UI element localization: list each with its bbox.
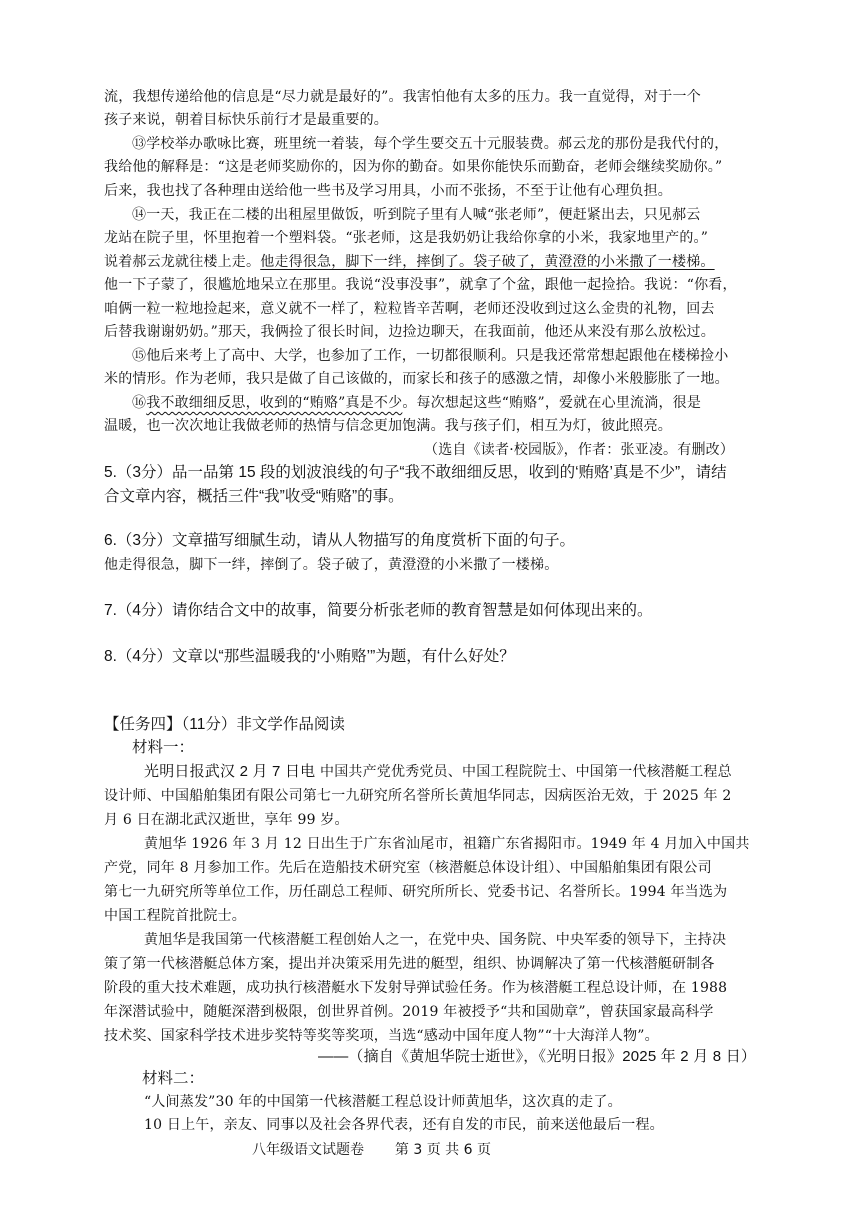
material-1-source: ——（摘自《黄旭华院士逝世》，《光明日报》2025 年 2 月 8 日）	[318, 1048, 757, 1065]
material-1-line: 第七一九研究所等单位工作，历任副总工程师、研究所所长、党委书记、名誉所长。1994 年当选为	[104, 884, 728, 900]
wavy-underlined-sentence: 我不敢细细反思，收到的“贿赂”真是不少	[146, 395, 403, 411]
question-6-quote: 他走得很急，脚下一绊，摔倒了。袋子破了，黄澄澄的小米撒了一楼梯。	[104, 557, 559, 573]
paragraph-14-line: 龙站在院子里，怀里抱着一个塑料袋。“张老师，这是我奶奶让我给你拿的小米，我家地里产的。”	[104, 230, 709, 246]
material-2-label: 材料二：	[142, 1070, 205, 1087]
material-1-line: 设计师、中国船舶集团有限公司第七一九研究所名誉所长黄旭华同志，因病医治无效，于 2025 年 2	[104, 788, 732, 804]
paragraph-15-line: 米的情形。作为老师，我只是做了自己该做的，而家长和孩子的感激之情，却像小米般膨胀了一地。	[104, 371, 729, 387]
material-1-line: 黄旭华是我国第一代核潜艇工程创始人之一，在党中央、国务院、中央军委的领导下，主持决	[144, 932, 727, 948]
material-1-line	[144, 762, 732, 782]
material-1-line: 年深潜试验中，随艇深潜到极限，创世界首例。2019 年被授予“共和国勋章”，曾获国家最高科学	[104, 1004, 714, 1020]
question-6: 6.（3分）文章描写细腻生动，请从人物描写的角度赏析下面的句子。	[104, 532, 576, 549]
question-7: 7.（4分）请你结合文中的故事，简要分析张老师的教育智慧是如何体现出来的。	[104, 602, 653, 619]
exam-title: 八年级语文试题卷	[252, 1142, 364, 1158]
material-1-line: 产党，同年 8 月参加工作。先后在造船技术研究室（核潜艇总体设计组）、中国船舶集团有限公司	[104, 860, 712, 876]
question-5-line: 合文章内容，概括三件“我”收受“贿赂”的事。	[104, 488, 404, 505]
material-1-line: 技术奖、国家科学技术进步奖特等奖等奖项，当选“感动中国年度人物”“十大海洋人物”。	[104, 1028, 659, 1044]
material-2-line: “人间蒸发”30 年的中国第一代核潜艇工程总设计师黄旭华，这次真的走了。	[144, 1094, 622, 1110]
paragraph-14-line: 后替我谢谢奶奶。”那天，我俩捡了很长时间，边捡边聊天，在我面前，他还从来没有那么放松过。	[104, 324, 715, 340]
page-footer	[252, 1139, 491, 1159]
task-4-heading: 【任务四】（11分）非文学作品阅读	[104, 716, 345, 733]
paragraph-16-line: 温暖，也一次次地让我做老师的热情与信念更加饱满。我与孩子们，相互为灯，彼此照亮。	[104, 418, 672, 434]
story-source: （选自《读者·校园版》，作者：张亚凌。有删改）	[424, 442, 735, 458]
material-2-line: 10 日上午，亲友、同事以及社会各界代表，还有自发的市民，前来送他最后一程。	[144, 1117, 664, 1133]
paragraph-13-line: 后来，我也找了各种理由送给他一些书及学习用具，小而不张扬，不至于让他有心理负担。	[104, 183, 672, 199]
paragraph-13-line: 我给他的解释是：“这是老师奖励你的，因为你的勤奋。如果你能快乐而勤奋，老师会继续奖励你。”	[104, 159, 723, 175]
question-5-line: 5.（3分）品一品第 15 段的划波浪线的句子“我不敢细细反思，收到的‘贿赂’真是不少”，请结	[104, 464, 727, 481]
paragraph-16-text: 。每次想起这些“贿赂”，爱就在心里流淌，很是	[402, 395, 702, 411]
material-1-label: 材料一：	[132, 739, 195, 756]
material-1-text: 中国共产党优秀党员、中国工程院院士、中国第一代核潜艇工程总	[315, 764, 732, 780]
material-1-line: 黄旭华 1926 年 3 月 12 日出生于广东省汕尾市，祖籍广东省揭阳市。1949 年 4 月加入中国共	[144, 836, 750, 852]
news-dateline: 光明日报武汉 2 月 7 日电	[144, 763, 316, 780]
question-8: 8.（4分）文章以“那些温暖我的‘小贿赂’”为题，有什么好处？	[104, 648, 515, 665]
paragraph-number: ⑯	[132, 395, 147, 411]
paragraph-14-line: ⑭一天，我正在二楼的出租屋里做饭，听到院子里有人喊“张老师”，便赶紧出去，只见郝云	[132, 207, 701, 223]
page-number: 第 3 页 共 6 页	[394, 1142, 491, 1158]
material-1-line: 策了第一代核潜艇总体方案，提出并决策采用先进的艇型，组织、协调解决了第一代核潜艇研制各	[104, 956, 715, 972]
paragraph-16-line	[132, 393, 701, 413]
paragraph-14-text: 说着郝云龙就往楼上走。	[104, 254, 261, 270]
paragraph-14-line	[104, 252, 715, 272]
underlined-sentence: 他走得很急，脚下一绊，摔倒了。袋子破了，黄澄澄的小米撒了一楼梯。	[260, 254, 715, 270]
paragraph-13-line: ⑬学校举办歌咏比赛，班里统一着装，每个学生要交五十元服装费。郝云龙的那份是我代付的，	[132, 136, 729, 152]
material-1-line: 月 6 日在湖北武汉逝世，享年 99 岁。	[104, 812, 349, 828]
paragraph-14-line: 他一下子蒙了，很尴尬地呆立在那里。我说“没事没事”，就拿了个盆，跟他一起捡拾。我说：“你看，	[104, 277, 737, 293]
story-paragraph-line: 孩子来说，朝着目标快乐前行才是最重要的。	[104, 112, 388, 128]
material-1-line: 中国工程院首批院士。	[104, 908, 246, 924]
material-1-line: 阶段的重大技术难题，成功执行核潜艇水下发射导弹试验任务。作为核潜艇工程总设计师，在 1988	[104, 980, 728, 996]
paragraph-14-line: 咱俩一粒一粒地捡起来，意义就不一样了，粒粒皆辛苦啊，老师还没收到过这么金贵的礼物，回去	[104, 301, 715, 317]
story-paragraph-line: 流，我想传递给他的信息是“尽力就是最好的”。我害怕他有太多的压力。我一直觉得，对于一个	[104, 89, 701, 105]
paragraph-15-line: ⑮他后来考上了高中、大学，也参加了工作，一切都很顺利。只是我还常常想起跟他在楼梯捡小	[132, 348, 729, 364]
